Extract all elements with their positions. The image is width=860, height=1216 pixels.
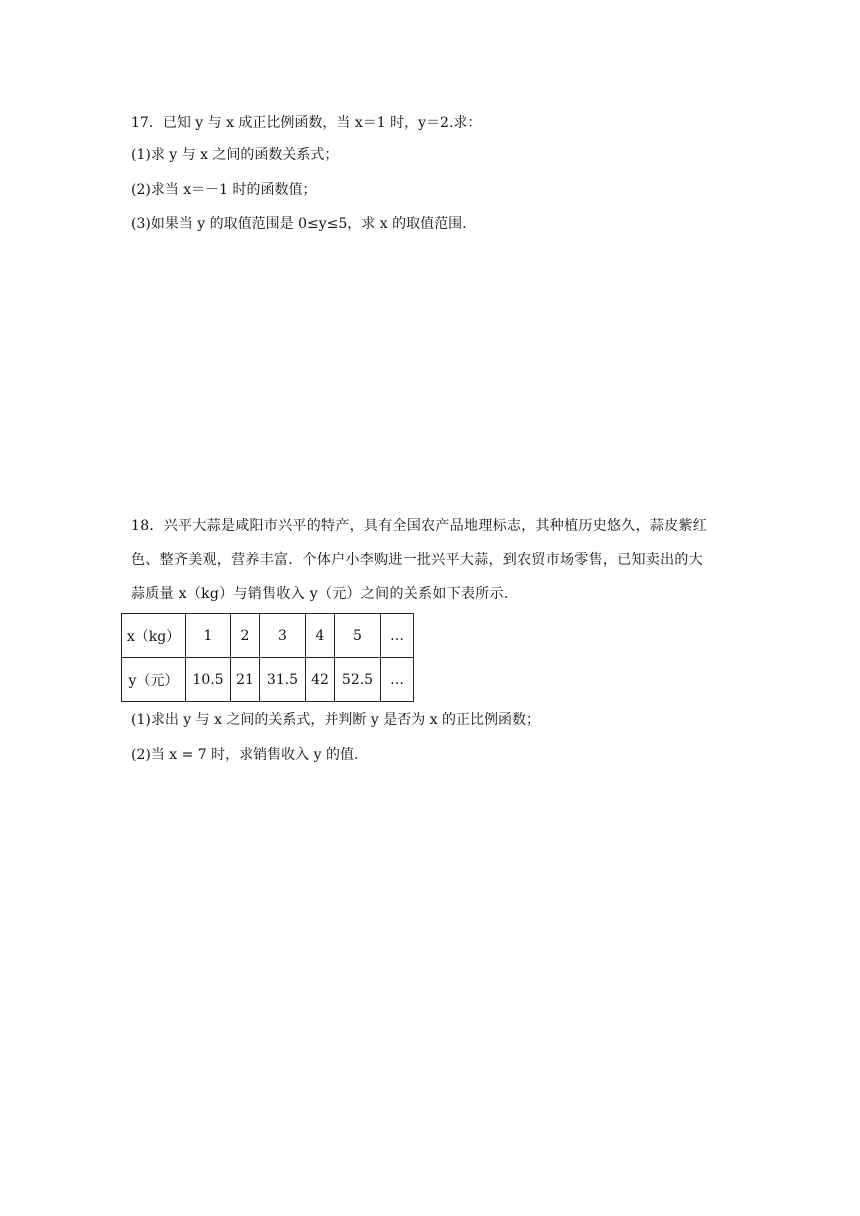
- table-cell: …: [381, 658, 414, 702]
- question-17-part-1: (1)求 y 与 x 之间的函数关系式；: [131, 147, 339, 163]
- table-cell: 31.5: [260, 658, 306, 702]
- table-cell: 5: [335, 614, 381, 658]
- sales-table: [121, 613, 414, 702]
- table-cell: 42: [306, 658, 335, 702]
- table-cell: 1: [186, 614, 231, 658]
- question-17-part-2: (2)求当 x＝－1 时的函数值；: [131, 182, 317, 198]
- question-18-part-1: (1)求出 y 与 x 之间的关系式，并判断 y 是否为 x 的正比例函数；: [131, 712, 541, 728]
- table-cell-header-y: y（元）: [122, 658, 186, 702]
- table-cell: 4: [306, 614, 335, 658]
- table-cell: …: [381, 614, 414, 658]
- table-cell-header-x: x（kg）: [122, 614, 186, 658]
- table-cell: 52.5: [335, 658, 381, 702]
- question-18-part-2: (2)当 x = 7 时，求销售收入 y 的值.: [131, 747, 359, 763]
- table-cell: 10.5: [186, 658, 231, 702]
- question-17-stem: 17．已知 y 与 x 成正比例函数，当 x＝1 时，y＝2.求：: [131, 115, 482, 131]
- question-18-stem-line-1: 18．兴平大蒜是咸阳市兴平的特产，具有全国农产品地理标志，其种植历史悠久，蒜皮紫红: [131, 518, 708, 534]
- table-cell: 21: [231, 658, 260, 702]
- table-row-mass: [122, 614, 414, 658]
- table-cell: 3: [260, 614, 306, 658]
- table-row-income: [122, 658, 414, 702]
- question-18-stem-line-2: 色、整齐美观，营养丰富．个体户小李购进一批兴平大蒜，到农贸市场零售，已知卖出的大: [131, 552, 703, 568]
- question-17-part-3: (3)如果当 y 的取值范围是 0≤y≤5，求 x 的取值范围.: [131, 216, 467, 232]
- table-cell: 2: [231, 614, 260, 658]
- question-18-stem-line-3: 蒜质量 x（kg）与销售收入 y（元）之间的关系如下表所示.: [131, 586, 509, 602]
